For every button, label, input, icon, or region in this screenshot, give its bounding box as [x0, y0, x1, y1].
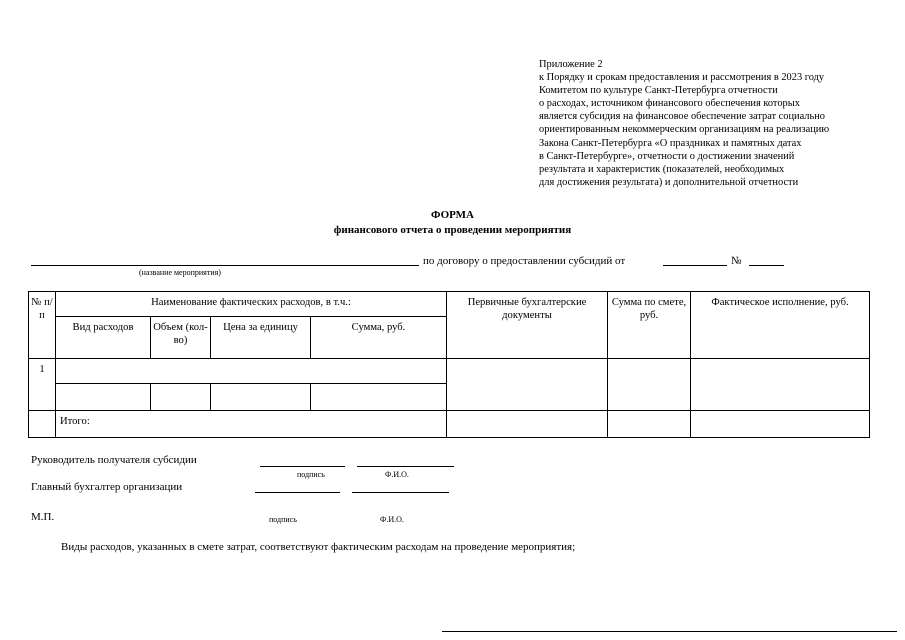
row-estimate-cell[interactable] — [608, 359, 691, 411]
header-actual: Фактическое исполнение, руб. — [691, 292, 870, 359]
head-name-line[interactable] — [357, 466, 454, 467]
appendix-line: является субсидия на финансовое обеспечение затрат социально — [539, 111, 825, 123]
appendix-line: ориентированным некоммерческим организациям на реализацию — [539, 124, 830, 136]
header-estimate-sum: Сумма по смете, руб. — [608, 292, 691, 359]
header-expense-name: Наименование фактических расходов, в т.ч.: — [56, 292, 447, 317]
contract-number-sign: № — [731, 255, 742, 267]
appendix-line: результата и характеристик (показателей, необходимых — [539, 163, 785, 175]
head-sign-caption: подпись — [297, 470, 325, 479]
header-expense-type: Вид расходов — [56, 317, 151, 359]
row-docs-cell[interactable] — [447, 359, 608, 411]
appendix-line: для достижения результата) и дополнительной отчетности — [539, 176, 799, 188]
bottom-rule — [442, 631, 897, 632]
form-subtitle: финансового отчета о проведении мероприятия — [333, 224, 572, 236]
contract-text: по договору о предоставлении субсидий от — [423, 255, 626, 267]
appendix-line: к Порядку и срокам предоставления и рассмотрения в 2023 году — [539, 72, 825, 84]
total-num-cell — [29, 411, 56, 438]
stamp-label: М.П. — [31, 511, 55, 523]
appendix-block — [539, 58, 829, 189]
row-actual-cell[interactable] — [691, 359, 870, 411]
row-sum-cell[interactable] — [311, 384, 447, 411]
head-label: Руководитель получателя субсидии — [31, 454, 197, 466]
accountant-name-line[interactable] — [352, 492, 449, 493]
header-num: № п/п — [29, 292, 56, 359]
accountant-signature-line[interactable] — [255, 492, 340, 493]
head-signature-line[interactable] — [260, 466, 345, 467]
header-sum: Сумма, руб. — [311, 317, 447, 359]
row-expense-name-cell[interactable] — [56, 359, 447, 384]
event-name-line — [31, 265, 419, 266]
header-docs: Первичные бухгалтерские документы — [447, 292, 608, 359]
head-name-caption: Ф.И.О. — [385, 470, 409, 479]
contract-date-line — [663, 265, 727, 266]
appendix-line: о расходах, источником финансового обеспечения которых — [539, 98, 800, 110]
accountant-name-caption: Ф.И.О. — [380, 515, 404, 524]
appendix-line: в Санкт-Петербурге», отчетности о достижении значений — [539, 150, 795, 162]
appendix-line: Приложение 2 — [539, 59, 603, 70]
event-name-caption: (название мероприятия) — [139, 268, 221, 277]
contract-number-line — [749, 265, 784, 266]
row-price-cell[interactable] — [211, 384, 311, 411]
form-title: ФОРМА — [431, 209, 474, 221]
header-volume: Объем (кол-во) — [151, 317, 211, 359]
total-docs-cell[interactable] — [447, 411, 608, 438]
statement-text: Виды расходов, указанных в смете затрат, соответствуют фактическим расходам на проведение мероприятия; — [61, 541, 576, 553]
header-unit-price: Цена за единицу — [211, 317, 311, 359]
total-estimate-cell[interactable] — [608, 411, 691, 438]
appendix-line: Комитетом по культуре Санкт-Петербурга отчетности — [539, 85, 778, 97]
total-label: Итого: — [56, 411, 447, 438]
total-actual-cell[interactable] — [691, 411, 870, 438]
row-type-cell[interactable] — [56, 384, 151, 411]
accountant-sign-caption: подпись — [269, 515, 297, 524]
appendix-line: Закона Санкт-Петербурга «О праздниках и памятных датах — [539, 137, 802, 149]
row-volume-cell[interactable] — [151, 384, 211, 411]
row-num: 1 — [29, 359, 56, 411]
expense-table — [28, 291, 870, 438]
accountant-label: Главный бухгалтер организации — [31, 481, 183, 493]
